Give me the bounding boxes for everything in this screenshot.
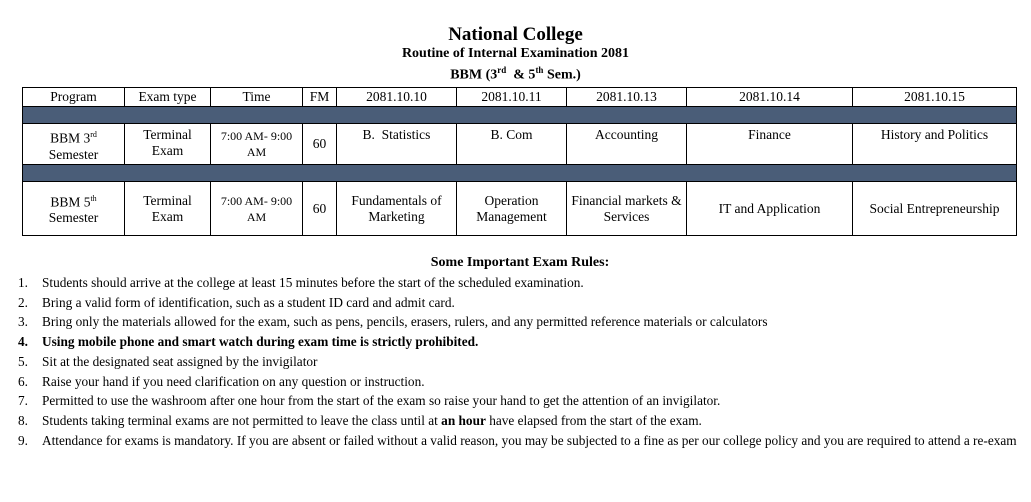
program-heading: [0, 65, 1031, 84]
document-title: National College: [448, 24, 583, 45]
rule-item: [18, 372, 1020, 392]
rule-item: [18, 332, 1020, 352]
column-header: 2081.10.15: [853, 88, 1017, 107]
rule-number: 6.: [18, 373, 28, 389]
subject-cell: B. Com: [457, 124, 567, 165]
subject-cell: History and Politics: [853, 124, 1017, 165]
rule-item: [18, 312, 1020, 332]
rule-item: [18, 391, 1020, 411]
rule-text: Permitted to use the washroom after one hour from the start of the exam so raise your hand to get the attention of an invigilator.: [42, 393, 721, 409]
program-ordinal: th: [90, 193, 97, 203]
column-header: Program: [23, 88, 125, 107]
program-heading-suffix: Sem.): [543, 67, 581, 83]
rule-text: Using mobile phone and smart watch during exam time is strictly prohibited.: [42, 334, 479, 350]
program-cell: [23, 124, 125, 165]
rules-list: [18, 273, 1020, 450]
rule-text: Raise your hand if you need clarification on any question or instruction.: [42, 373, 425, 389]
rule-text: Bring only the materials allowed for the exam, such as pens, pencils, erasers, rulers, and any permitted reference materials or calculators: [42, 314, 768, 330]
rule-text-emphasis: an hour: [441, 412, 486, 428]
rule-number: 8.: [18, 412, 28, 428]
subject-cell: Operation Management: [457, 182, 567, 236]
program-name: BBM 3: [50, 130, 91, 146]
program-heading-mid: & 5: [506, 67, 536, 83]
subject-cell: Social Entrepreneurship: [853, 182, 1017, 236]
program-cell: [23, 182, 125, 236]
fm-cell: 60: [303, 182, 337, 236]
program-name: BBM 5: [50, 194, 91, 210]
column-header: 2081.10.13: [567, 88, 687, 107]
column-header: FM: [303, 88, 337, 107]
subject-cell: Finance: [687, 124, 853, 165]
rule-number: 4.: [18, 334, 28, 350]
rule-item: [18, 411, 1020, 431]
table-row: [23, 182, 1017, 236]
rules-title: Some Important Exam Rules:: [430, 255, 610, 270]
program-ordinal: rd: [90, 130, 97, 139]
subject-cell: Financial markets & Services: [567, 182, 687, 236]
exam-type-cell: Terminal Exam: [125, 124, 211, 165]
rule-item: [18, 431, 1020, 451]
rule-text: Attendance for exams is mandatory. If you are absent or failed without a valid reason, you may be subjected to a fine as per our college policy and you are required to attend a re-exam: [42, 432, 1017, 448]
subject-cell: Fundamentals of Marketing: [337, 182, 457, 236]
column-header: 2081.10.11: [457, 88, 567, 107]
rule-text: Students taking terminal exams are not permitted to leave the class until at: [42, 412, 442, 428]
rule-text: Sit at the designated seat assigned by the invigilator: [42, 353, 318, 369]
column-header: Time: [211, 88, 303, 107]
table-header-row: [23, 88, 1017, 107]
rule-number: 9.: [18, 432, 28, 448]
rule-number: 3.: [18, 314, 28, 330]
separator-band-cell: [23, 165, 1017, 182]
exam-type-cell: Terminal Exam: [125, 182, 211, 236]
rule-text: Students should arrive at the college at least 15 minutes before the start of the scheduled examination.: [42, 275, 584, 290]
subject-cell: B. Statistics: [337, 124, 457, 165]
table-row: [23, 124, 1017, 165]
rule-text: have elapsed from the start of the exam.: [485, 412, 702, 428]
time-cell: 7:00 AM- 9:00 AM: [211, 182, 303, 236]
column-header: 2081.10.14: [687, 88, 853, 107]
fm-cell: 60: [303, 124, 337, 165]
program-heading-sup-1: rd: [497, 65, 507, 75]
exam-routine-table: [22, 87, 1017, 236]
program-semester: Semester: [48, 146, 99, 162]
rule-item: [18, 273, 1020, 293]
program-semester: Semester: [48, 210, 99, 226]
program-heading-prefix: BBM (3: [450, 67, 498, 83]
time-cell: 7:00 AM- 9:00 AM: [211, 124, 303, 165]
rule-item: [18, 352, 1020, 372]
column-header: 2081.10.10: [337, 88, 457, 107]
document-subtitle: Routine of Internal Examination 2081: [401, 46, 630, 61]
rule-item: [18, 293, 1020, 313]
program-heading-sup-2: th: [535, 65, 544, 75]
subject-cell: Accounting: [567, 124, 687, 165]
rule-number: 2.: [18, 294, 28, 310]
rule-number: 1.: [18, 275, 28, 290]
separator-band: [23, 165, 1017, 182]
rule-number: 5.: [18, 353, 28, 369]
separator-band: [23, 107, 1017, 124]
rule-number: 7.: [18, 393, 28, 409]
rule-text: Bring a valid form of identification, such as a student ID card and admit card.: [42, 294, 455, 310]
column-header: Exam type: [125, 88, 211, 107]
subject-cell: IT and Application: [687, 182, 853, 236]
separator-band-cell: [23, 107, 1017, 124]
